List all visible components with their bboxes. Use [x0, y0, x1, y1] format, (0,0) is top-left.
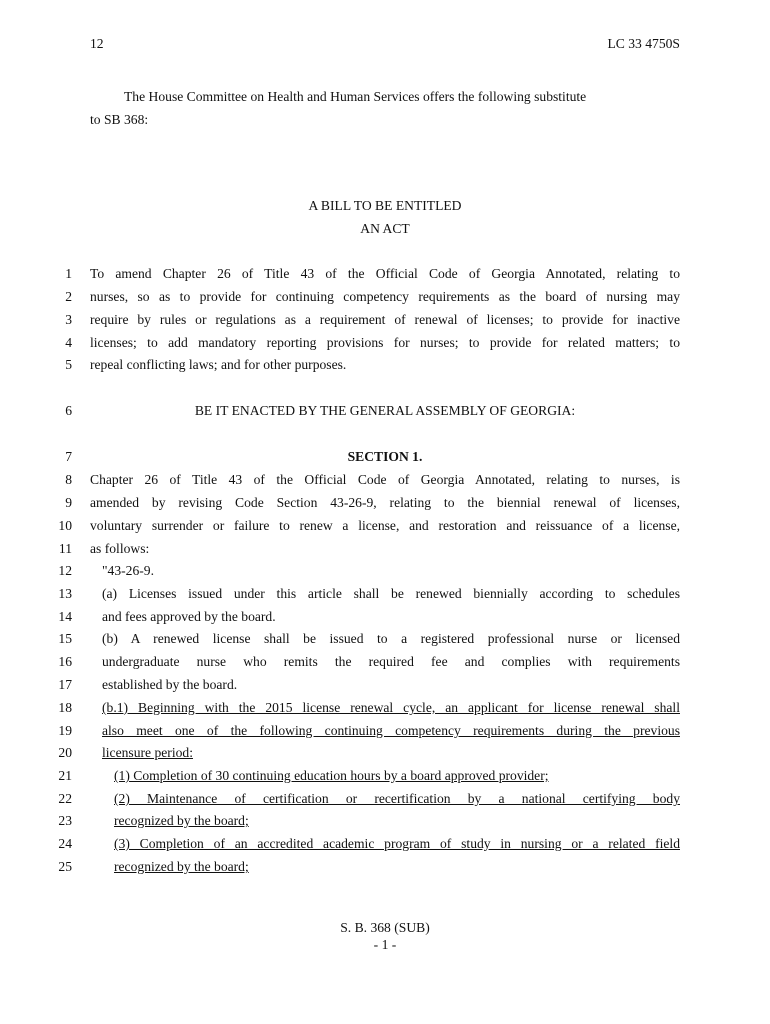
line-text: recognized by the board; — [114, 859, 249, 874]
line-text: SECTION 1. — [347, 449, 423, 464]
line-number: 17 — [58, 677, 72, 692]
line-text: nurses, so as to provide for continuing competency requirements as the board of nursing may — [90, 289, 680, 304]
footer-bill-id: S. B. 368 (SUB) — [340, 920, 430, 935]
intro-paragraph — [90, 86, 680, 131]
intro-line-2: to SB 368: — [90, 111, 149, 127]
line-number: 1 — [65, 266, 72, 281]
line-text: "43-26-9. — [102, 563, 154, 578]
bill-title: A BILL TO BE ENTITLED — [308, 198, 462, 213]
line-text: voluntary surrender or failure to renew a license, and restoration and reissuance of a license, — [90, 518, 680, 533]
line-text: and fees approved by the board. — [102, 609, 276, 624]
line-text: BE IT ENACTED BY THE GENERAL ASSEMBLY OF GEORGIA: — [194, 403, 576, 418]
line-text: also meet one of the following continuing competency requirements during the previous — [102, 723, 680, 738]
line-text: licensure period: — [102, 745, 193, 760]
line-number: 11 — [58, 541, 72, 556]
line-text: (1) Completion of 30 continuing education hours by a board approved provider; — [114, 768, 549, 783]
line-number: 25 — [58, 859, 72, 874]
line-text: undergraduate nurse who remits the required fee and complies with requirements — [102, 654, 680, 669]
line-number: 21 — [58, 768, 72, 783]
line-number: 18 — [58, 700, 72, 715]
line-text: (b.1) Beginning with the 2015 license renewal cycle, an applicant for license renewal shall — [102, 700, 680, 715]
line-text: recognized by the board; — [114, 813, 249, 828]
line-number: 14 — [58, 609, 72, 624]
line-number: 23 — [58, 813, 72, 828]
line-text: (a) Licenses issued under this article shall be renewed biennially according to schedules — [102, 586, 680, 601]
line-number: 19 — [58, 723, 72, 738]
line-number: 8 — [65, 472, 72, 487]
line-number: 10 — [58, 518, 72, 533]
line-text: as follows: — [90, 541, 150, 556]
line-number: 9 — [65, 495, 72, 510]
line-number: 15 — [58, 631, 72, 646]
line-text: established by the board. — [102, 677, 238, 692]
line-text: amended by revising Code Section 43-26-9, relating to the biennial renewal of licenses, — [90, 495, 680, 510]
line-number: 12 — [58, 563, 72, 578]
line-number: 4 — [65, 335, 72, 350]
line-number: 20 — [58, 745, 72, 760]
line-number: 7 — [65, 449, 72, 464]
page-number: 12 — [90, 36, 104, 51]
document-id: LC 33 4750S — [607, 36, 680, 51]
footer-page: - 1 - — [373, 937, 397, 952]
line-text: (3) Completion of an accredited academic program of study in nursing or a related field — [114, 836, 680, 851]
line-text: Chapter 26 of Title 43 of the Official Code of Georgia Annotated, relating to nurses, is — [90, 472, 680, 487]
line-text: (2) Maintenance of certification or recertification by a national certifying body — [114, 791, 680, 806]
line-number: 22 — [58, 791, 72, 806]
line-number: 13 — [58, 586, 72, 601]
line-number: 5 — [65, 357, 72, 372]
line-text: require by rules or regulations as a requirement of renewal of licenses; to provide for inactive — [90, 312, 680, 327]
intro-line-1: The House Committee on Health and Human Services offers the following substitute — [124, 89, 587, 104]
line-number: 16 — [58, 654, 72, 669]
line-number: 24 — [58, 836, 72, 851]
line-text: To amend Chapter 26 of Title 43 of the Official Code of Georgia Annotated, relating to — [90, 266, 680, 281]
line-number: 6 — [65, 403, 72, 418]
line-text: repeal conflicting laws; and for other purposes. — [90, 357, 347, 372]
line-text: (b) A renewed license shall be issued to a registered professional nurse or licensed — [102, 631, 680, 646]
line-text: licenses; to add mandatory reporting provisions for nurses; to provide for related matters; to — [90, 335, 680, 350]
line-number: 3 — [65, 312, 72, 327]
line-number: 2 — [65, 289, 72, 304]
act-title: AN ACT — [360, 221, 410, 236]
